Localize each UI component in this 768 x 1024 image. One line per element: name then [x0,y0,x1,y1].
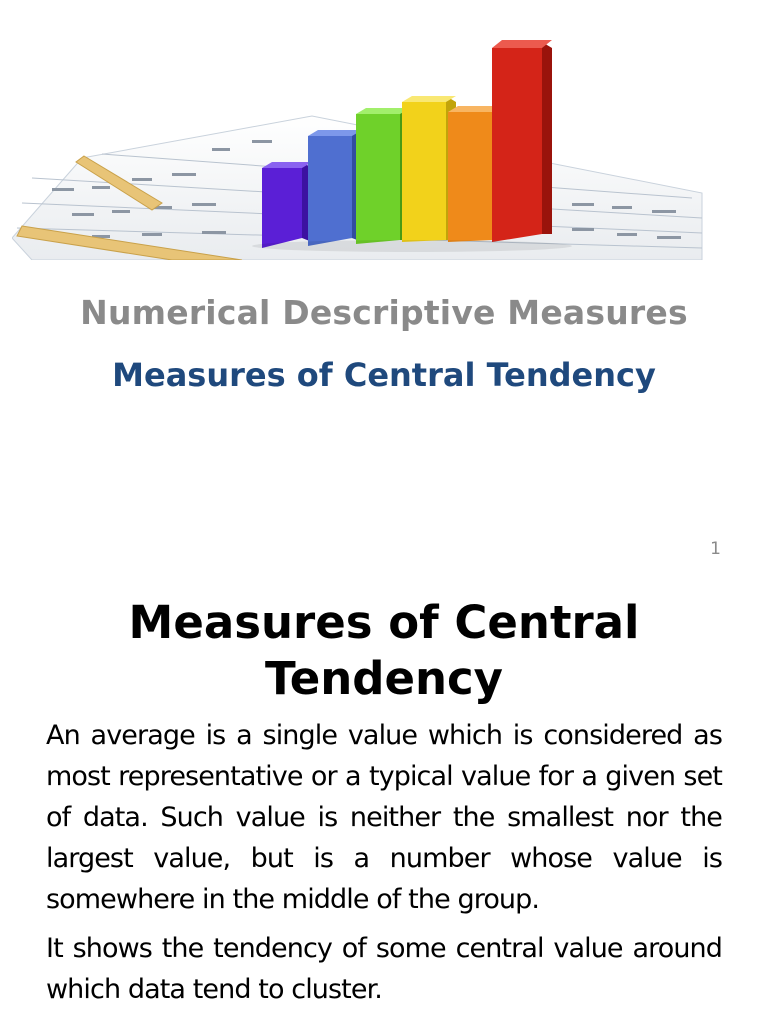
slide-2 [0,575,768,1024]
paragraph: An average is a single value which is considered as most representative or a typical value for a given set of data. Such value is neither the smallest nor the largest value, but is a number whose value is somewhere in the middle of the group. [46,720,722,915]
page-number: 1 [710,539,721,559]
bar-chart-illustration [12,28,730,260]
slide-title: Numerical Descriptive Measures [80,293,688,332]
slide-body [46,715,722,1018]
slide-heading: Measures of Central Tendency [128,596,640,705]
slide-subtitle: Measures of Central Tendency [112,356,656,394]
bar-chart-image [12,28,730,260]
paragraph: It shows the tendency of some central value around which data tend to cluster. [46,933,722,1005]
